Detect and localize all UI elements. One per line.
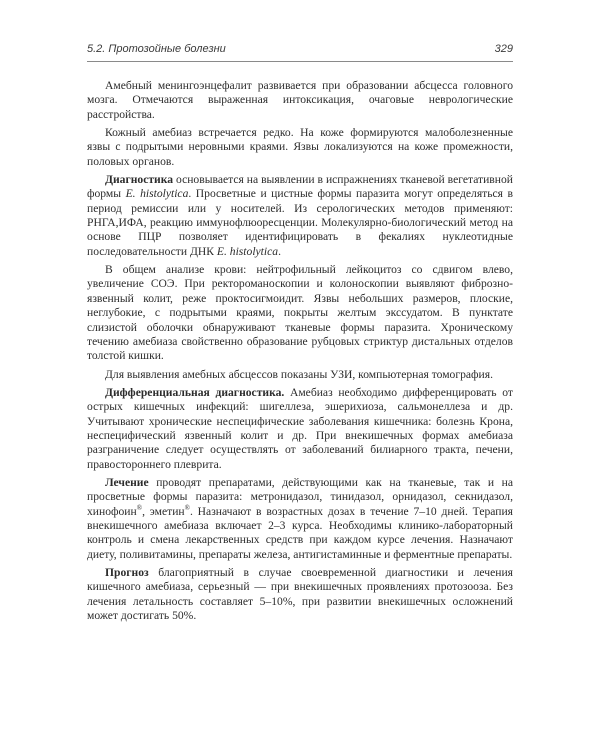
- paragraph-diagnostics: [87, 173, 513, 259]
- diagnostics-heading: Диагностика: [105, 173, 174, 187]
- page-number: 329: [494, 43, 513, 55]
- body-text: [87, 79, 513, 627]
- treatment-text-1: проводят препаратами, действующими как на тканевые, так и на просветные формы паразита: метронидазол, тинидазол, орнидазол, секнидазол, хинофоин: [87, 475, 513, 518]
- diagnostics-text-1: основывается на выявлении в испражнениях тканевой вегетативной формы: [87, 173, 513, 201]
- registered-mark: ®: [184, 503, 190, 512]
- running-head: [87, 43, 513, 61]
- species-name: E. histolytica: [216, 244, 279, 258]
- paragraph-skin-amebiasis: Кожный амебиаз встречается редко. На коже формируются малоболезненные язвы с подрытыми неровными краями. Язвы локализуются на коже промежности, половых органов.: [87, 126, 513, 168]
- paragraph-imaging: Для выявления амебных абсцессов показаны УЗИ, компьютерная томография.: [105, 367, 493, 381]
- prognosis-heading: Прогноз: [105, 566, 149, 579]
- paragraph-blood-analysis: В общем анализе крови: нейтрофильный лейкоцитоз со сдвигом влево, увеличение СОЭ. При ректороманоскопии и колоноскопии выявляют фиброзно-язвенный колит, реже проктосигмоидит. Язвы небольших размеров, плоские, неглубокие, с подрытыми краями, покрыты желтым экссудатом. В пунктате слизистой оболочки обнаруживают тканевые формы паразита. Хроническому течению амебиаза свойственно образование рубцовых стриктур дистальных отделов толстой кишки.: [87, 263, 513, 363]
- differential-heading: Дифференциальная диагностика.: [105, 385, 285, 399]
- treatment-text-2: , эметин: [142, 504, 185, 518]
- paragraph-treatment: [87, 476, 513, 562]
- paragraph-prognosis: [87, 566, 513, 623]
- treatment-text-3: . Назначают в возрастных дозах в течение 7–10 дней. Терапия внекишечного амебиаза включает 2–3 курса. Необходимы клинико-лабораторный контроль и смена лекарственных средств при каждом курсе лечения. Назначают диету, поливитамины, препараты железа, антигистаминные и ферментные препараты.: [87, 504, 513, 561]
- treatment-heading: Лечение: [105, 475, 149, 489]
- paragraph-differential-diagnosis: [87, 386, 513, 472]
- section-title: 5.2. Протозойные болезни: [87, 43, 226, 55]
- paragraph-meningoencephalitis: Амебный менингоэнцефалит развивается при образовании абсцесса головного мозга. Отмечаются выраженная интоксикация, очаговые неврологические расстройства.: [87, 79, 513, 121]
- diagnostics-text-3: .: [278, 244, 281, 258]
- species-name: E. histolytica: [125, 187, 189, 201]
- differential-text: Амебиаз необходимо дифференцировать от острых кишечных инфекций: шигеллеза, эшерихиоза, сальмонеллеза и др. Учитывают хронические неспецифические заболевания кишечника: болезнь Крона, неспецифический язвенный колит и др. При внекишечных формах амебиаза разграничение следует осуществлять от заболеваний билиарного тракта, печени, правостороннего плеврита.: [87, 385, 513, 471]
- registered-mark: ®: [136, 503, 143, 512]
- header-rule: [87, 61, 513, 62]
- prognosis-text: благоприятный в случае своевременной диагностики и лечения кишечного амебиаза, серьезный — при внекишечных проявлениях протозооза. Без лечения летальность составляет 5–10%, при развитии внекишечных осложнений может достигать 50%.: [87, 566, 513, 623]
- diagnostics-text-2: . Просветные и цистные формы паразита могут определяться в период ремиссии или у носителей. Из серологических методов применяют: РНГА,ИФА, реакцию иммунофлюоресценции. Молекулярно-биологический метод на основе ПЦР позволяет идентифицировать в фекалиях нуклеотидные последовательности ДНК: [87, 187, 513, 258]
